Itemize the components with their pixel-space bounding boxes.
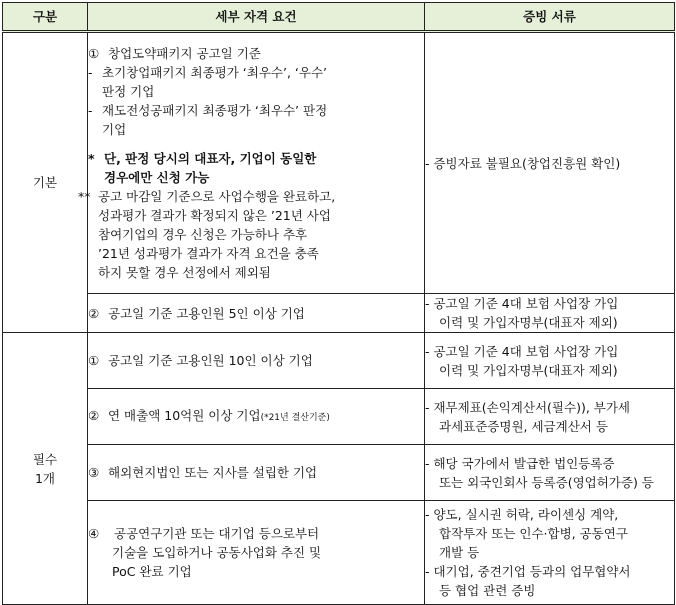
detail-cell: ④ 공공연구기관 또는 대기업 등으로부터 기술을 도입하거나 공동사업화 추진 및 PoC 완료 기업 xyxy=(88,501,425,605)
item-title: 창업도약패키지 공고일 기준 xyxy=(108,46,261,61)
detail-cell xyxy=(88,445,425,501)
item-number: ④ xyxy=(88,526,100,541)
header-documents: 증빙 서류 xyxy=(425,3,675,32)
document-cell: - 재무제표(손익계산서(필수)), 부가세 과세표준증명원, 세금계산서 등 xyxy=(425,389,675,445)
item-title-note: (*21년 결산기준) xyxy=(260,412,330,423)
sub-bullet: - 재도전성공패키지 최종평가 ‘최우수’ 판정 기업 xyxy=(88,103,328,137)
document-cell: - 공고일 기준 4대 보험 사업장 가입 이력 및 가입자명부(대표자 제외) xyxy=(425,333,675,389)
document-cell: - 해당 국가에서 발급한 법인등록증 또는 외국인회사 등록증(영업허가증) 등 xyxy=(425,445,675,501)
note-bold: * 단, 판정 당시의 대표자, 기업이 동일한 경우에만 신청 가능 xyxy=(88,151,317,185)
header-row xyxy=(3,3,675,32)
item-title: 공공연구기관 또는 대기업 등으로부터 xyxy=(114,526,320,541)
sub-bullet: - 초기창업패키지 최종평가 ‘최우수’, ‘우수’ 판정 기업 xyxy=(88,65,327,99)
header-details: 세부 자격 요건 xyxy=(88,3,425,32)
table-row xyxy=(3,501,675,605)
detail-cell xyxy=(88,294,425,333)
table-row xyxy=(3,389,675,445)
item-number: ② xyxy=(88,407,100,423)
item-title: 공고일 기준 고용인원 5인 이상 기업 xyxy=(108,305,305,321)
category-required-label: 필수 xyxy=(32,451,58,467)
table-row xyxy=(3,333,675,389)
note-double-star: ** 공고 마감일 기준으로 사업수행을 완료하고, 성과평가 결과가 확정되지 않은 ’21년 사업 참여기업의 경우 신청은 가능하나 추후 ’21년 성과평가 결과가 자격 요건을 충족 하지 못할 경우 선정에서 제외됨 xyxy=(78,189,336,280)
item-number: ③ xyxy=(88,465,100,480)
detail-cell xyxy=(88,333,425,389)
table-row xyxy=(3,445,675,501)
category-basic: 기본 xyxy=(3,32,88,333)
item-title: 연 매출액 10억원 이상 기업 xyxy=(108,407,261,423)
table-row xyxy=(3,294,675,333)
document-cell: - 공고일 기준 4대 보험 사업장 가입 이력 및 가입자명부(대표자 제외) xyxy=(425,294,675,333)
table-row xyxy=(3,32,675,294)
detail-cell xyxy=(88,389,425,445)
document-cell: - 양도, 실시권 허락, 라이센싱 계약, 합작투자 또는 인수·합병, 공동연구 개발 등 - 대기업, 중견기업 등과의 업무협약서 등 협업 관련 증빙 xyxy=(425,501,675,605)
document-cell: - 증빙자료 불필요(창업진흥원 확인) xyxy=(425,32,675,294)
eligibility-table xyxy=(2,2,675,605)
item-number: ① xyxy=(88,353,100,368)
category-required-count: 1개 xyxy=(34,470,56,486)
category-required xyxy=(3,333,88,605)
item-number: ① xyxy=(88,46,100,61)
item-number: ② xyxy=(88,305,100,321)
detail-cell xyxy=(78,32,425,294)
item-title: 해외현지법인 또는 지사를 설립한 기업 xyxy=(108,465,318,480)
header-category: 구분 xyxy=(3,3,88,32)
item-title: 공고일 기준 고용인원 10인 이상 기업 xyxy=(108,353,313,368)
